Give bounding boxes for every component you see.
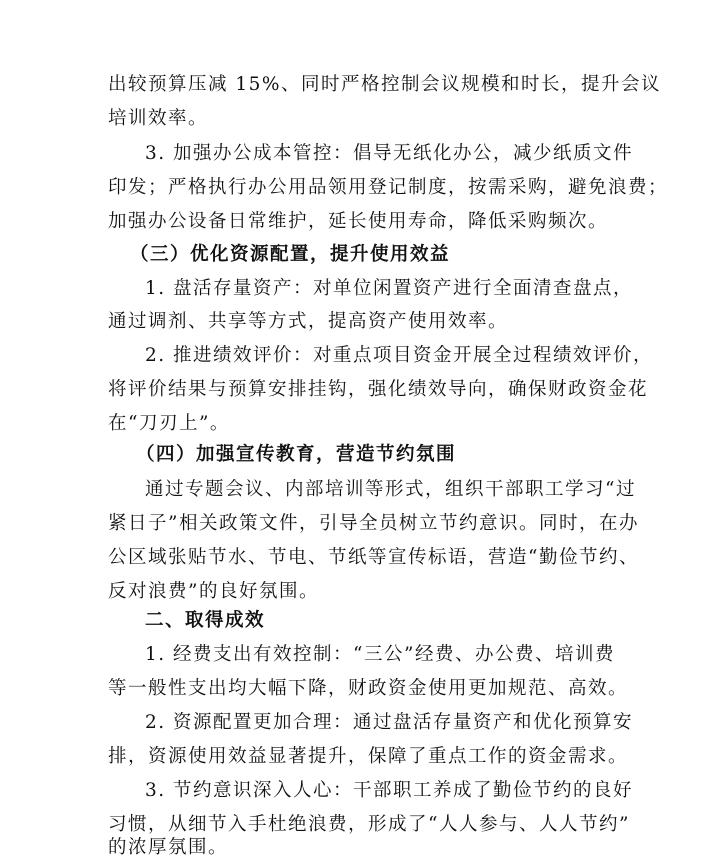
body-text-line: 通过调剂、共享等方式，提高资产使用效率。 xyxy=(108,311,509,332)
body-text-line: 排，资源使用效益显著提升，保障了重点工作的资金需求。 xyxy=(108,746,629,767)
body-text-line: 培训效率。 xyxy=(108,108,209,129)
body-text-line: 出较预算压减 15%、同时严格控制会议规模和时长，提升会议 xyxy=(108,74,662,95)
body-text-line: 印发；严格执行办公用品领用登记制度，按需采购，避免浪费； xyxy=(108,177,669,198)
body-text-line: 等一般性支出均大幅下降，财政资金使用更加规范、高效。 xyxy=(108,678,629,699)
body-text-line: 习惯，从细节入手杜绝浪费，形成了“人人参与、人人节约” xyxy=(108,814,630,835)
list-item-line: 2. 推进绩效评价：对重点项目资金开展全过程绩效评价， xyxy=(145,345,654,366)
body-text-line: 的浓厚氛围。 xyxy=(108,837,229,858)
body-text-line: 反对浪费”的良好氛围。 xyxy=(108,581,319,602)
paragraph-line: 通过专题会议、内部培训等形式，组织干部职工学习“过 xyxy=(145,479,636,500)
body-text-line: 加强办公设备日常维护，延长使用寿命，降低采购频次。 xyxy=(108,211,609,232)
list-item-line: 1. 经费支出有效控制：“三公”经费、办公费、培训费 xyxy=(145,644,615,665)
list-item-line: 3. 节约意识深入人心：干部职工养成了勤俭节约的良好 xyxy=(145,780,634,801)
list-item-line: 3. 加强办公成本管控：倡导无纸化办公，减少纸质文件 xyxy=(145,143,634,164)
list-item-line: 2. 资源配置更加合理：通过盘活存量资产和优化预算安 xyxy=(145,712,634,733)
body-text-line: 公区域张贴节水、节电、节纸等宣传标语，营造“勤俭节约、 xyxy=(108,547,639,568)
body-text-line: 将评价结果与预算安排挂钩，强化绩效导向，确保财政资金花 xyxy=(108,379,649,400)
body-text-line: 紧日子”相关政策文件，引导全员树立节约意识。同时，在办 xyxy=(108,513,639,534)
section-heading: （三）优化资源配置，提升使用效益 xyxy=(130,244,451,265)
section-heading: （四）加强宣传教育，营造节约氛围 xyxy=(136,444,457,465)
list-item-line: 1. 盘活存量资产：对单位闲置资产进行全面清查盘点， xyxy=(145,278,634,299)
body-text-line: 在“刀刃上”。 xyxy=(108,413,230,434)
section-heading: 二、取得成效 xyxy=(145,610,266,631)
